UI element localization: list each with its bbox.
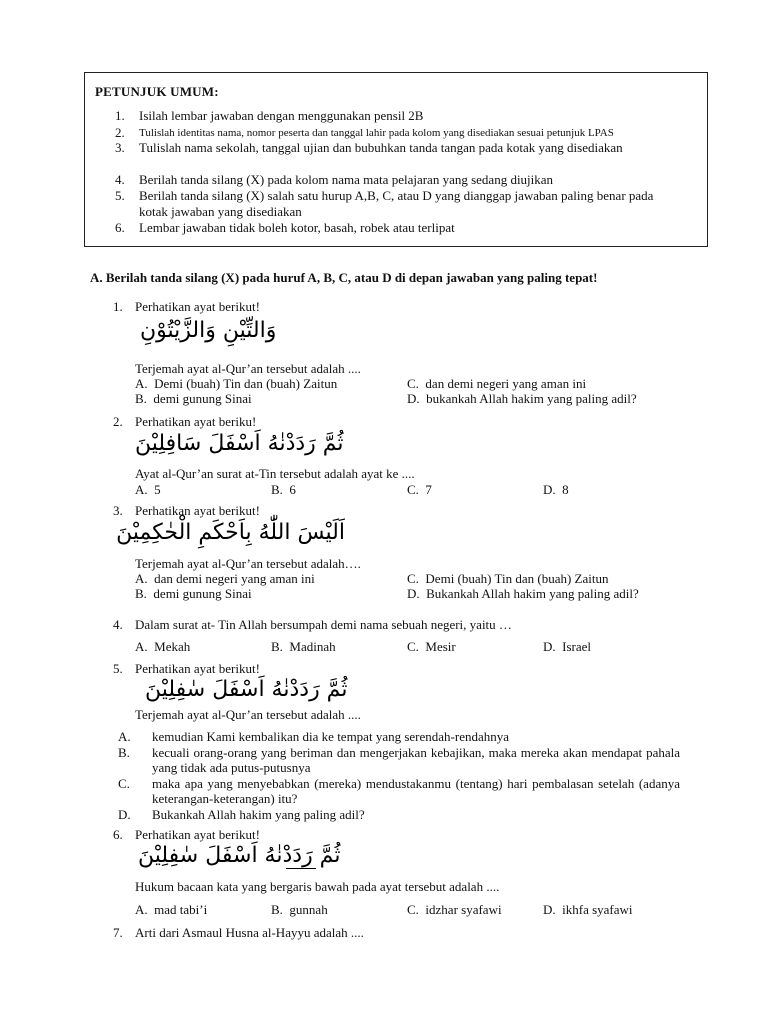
question-prompt: Hukum bacaan kata yang bergaris bawah pada ayat tersebut adalah .... bbox=[135, 879, 500, 894]
option-a[interactable]: A. dan demi negeri yang aman ini bbox=[135, 571, 315, 586]
option-d[interactable]: D. Israel bbox=[543, 639, 592, 654]
general-instructions-box: PETUNJUK UMUM: 1. Isilah lembar jawaban dengan menggunakan pensil 2B 2. Tulislah identitas nama, nomor peserta dan tanggal lahir pada kolom yang disediakan sesuai petunjuk LPAS 3. Tulislah nama sekolah, tanggal ujian dan bubuhkan tanda tangan pada kotak yang disediakan 4. Berilah tanda silang (X) pada kolom nama mata pelajaran yang sedang diujikan 5. Berilah tanda silang (X) salah satu hurup A,B, C, atau D yang dianggap jawaban paling benar pada kotak jawaban yang disediakan 6. Lembar jawaban tidak boleh kotor, basah, robek atau terlipat bbox=[84, 72, 708, 247]
option-a[interactable]: A. Mekah bbox=[135, 639, 191, 654]
question-text: Dalam surat at- Tin Allah bersumpah demi nama sebuah negeri, yaitu … bbox=[135, 617, 512, 632]
section-a-heading: A. Berilah tanda silang (X) pada huruf A, B, C, atau D di depan jawaban yang paling tepat! bbox=[90, 270, 598, 285]
verse-underline bbox=[286, 868, 316, 869]
arabic-verse: ثُمَّ رَدَدْنٰهُ اَسْفَلَ سَافِلِيْنَ bbox=[135, 431, 344, 456]
option-c[interactable]: C. dan demi negeri yang aman ini bbox=[407, 376, 587, 391]
option-b[interactable]: B. kecuali orang-orang yang beriman dan mengerjakan kebajikan, maka mereka akan mendapat pahala yang tidak ada putus-putusnya bbox=[118, 744, 680, 775]
instructions-title: PETUNJUK UMUM: bbox=[95, 84, 219, 99]
option-b[interactable]: B. demi gunung Sinai bbox=[135, 391, 252, 406]
question-number: 6. bbox=[113, 827, 123, 842]
question-text: Perhatikan ayat berikut! bbox=[135, 503, 260, 518]
question-number: 4. bbox=[113, 617, 123, 632]
question-prompt: Terjemah ayat al-Qur’an tersebut adalah…. bbox=[135, 556, 361, 571]
question-text: Perhatikan ayat berikut! bbox=[135, 827, 260, 842]
question-prompt: Terjemah ayat al-Qur’an tersebut adalah .... bbox=[135, 707, 361, 722]
arabic-verse: اَلَيْسَ اللّٰهُ بِاَحْكَمِ الْحٰكِمِيْنَ bbox=[116, 520, 345, 545]
option-c[interactable]: C. Demi (buah) Tin dan (buah) Zaitun bbox=[407, 571, 609, 586]
question-number: 1. bbox=[113, 299, 123, 314]
option-c[interactable]: C. 7 bbox=[407, 482, 432, 497]
question-prompt: Ayat al-Qur’an surat at-Tin tersebut adalah ayat ke .... bbox=[135, 466, 415, 481]
option-b[interactable]: B. gunnah bbox=[271, 902, 328, 917]
option-c[interactable]: C. Mesir bbox=[407, 639, 456, 654]
option-b[interactable]: B. 6 bbox=[271, 482, 296, 497]
option-b[interactable]: B. Madinah bbox=[271, 639, 336, 654]
arabic-verse: وَالتِّيْنِ وَالزَّيْتُوْنِ bbox=[140, 318, 277, 343]
options-list bbox=[118, 729, 680, 822]
question-number: 3. bbox=[113, 503, 123, 518]
option-a[interactable]: A. mad tabi’i bbox=[135, 902, 208, 917]
question-number: 5. bbox=[113, 661, 123, 676]
question-number: 2. bbox=[113, 414, 123, 429]
question-text: Perhatikan ayat beriku! bbox=[135, 414, 257, 429]
option-d[interactable]: D. bukankah Allah hakim yang paling adil? bbox=[407, 391, 637, 406]
option-b[interactable]: B. demi gunung Sinai bbox=[135, 586, 252, 601]
option-c[interactable]: C. maka apa yang menyebabkan (mereka) mendustakanmu (tentang) hari pembalasan setelah (adanya keterangan-keterangan) itu? bbox=[118, 775, 680, 806]
option-a[interactable]: A. kemudian Kami kembalikan dia ke tempat yang serendah-rendahnya bbox=[118, 729, 510, 744]
question-number: 7. bbox=[113, 925, 123, 940]
option-a[interactable]: A. 5 bbox=[135, 482, 161, 497]
option-a[interactable]: A. Demi (buah) Tin dan (buah) Zaitun bbox=[135, 376, 338, 391]
question-text: Arti dari Asmaul Husna al-Hayyu adalah .... bbox=[135, 925, 364, 940]
option-d[interactable]: D. Bukankah Allah hakim yang paling adil? bbox=[407, 586, 639, 601]
option-d[interactable]: D. ikhfa syafawi bbox=[543, 902, 633, 917]
question-prompt: Terjemah ayat al-Qur’an tersebut adalah .... bbox=[135, 361, 361, 376]
question-text: Perhatikan ayat berikut! bbox=[135, 299, 260, 314]
option-d[interactable]: D. Bukankah Allah hakim yang paling adil? bbox=[118, 806, 365, 822]
arabic-verse: ثُمَّ رَدَدْنٰهُ اَسْفَلَ سٰفِلِيْنَ bbox=[138, 843, 341, 868]
question-text: Perhatikan ayat berikut! bbox=[135, 661, 260, 676]
option-d[interactable]: D. 8 bbox=[543, 482, 569, 497]
arabic-verse: ثُمَّ رَدَدْنٰهُ اَسْفَلَ سٰفِلِيْنَ bbox=[145, 677, 348, 702]
option-c[interactable]: C. idzhar syafawi bbox=[407, 902, 502, 917]
